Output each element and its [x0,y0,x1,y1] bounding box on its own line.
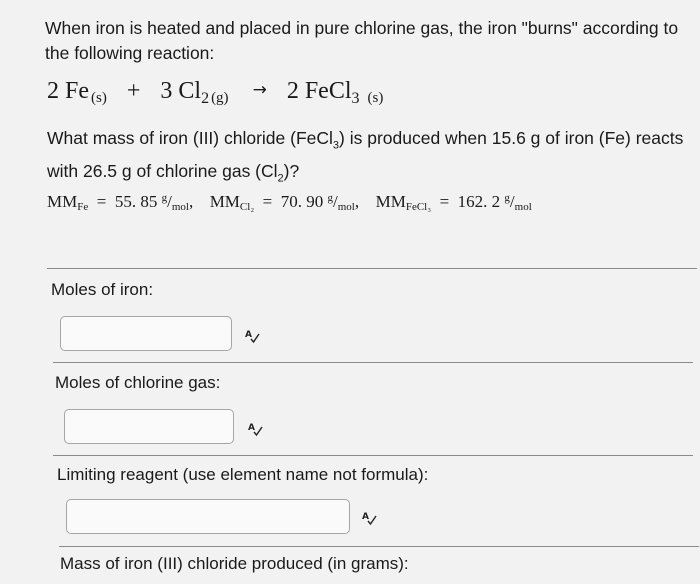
limiting-reagent-label: Limiting reagent (use element name not formula): [57,465,429,484]
unit-denominator: mol [514,201,532,213]
molar-mass-cl2: MMCl₂ = 70. 90 $^g$/mol, [209,192,364,213]
moles-chlorine-label: Moles of chlorine gas: [55,373,221,392]
state-solid: (s) [91,90,107,106]
unit-numerator: g [161,192,168,204]
plus-sign: + [126,78,141,104]
reaction-arrow: → [252,80,267,100]
subscript: 2 [277,172,284,184]
reactant-chlorine: 3 Cl [160,78,202,104]
product-iron-chloride: 2 FeCl [286,78,352,104]
problem-intro: When iron is heated and placed in pure chlorine gas, the iron "burns" according to the following reaction: [45,18,679,63]
unit-denominator: mol [337,201,355,213]
chemical-equation [47,78,383,108]
moles-iron-label: Moles of iron: [51,280,154,299]
subscript: 2 [201,90,210,107]
moles-iron-input[interactable] [60,316,232,351]
moles-chlorine-input[interactable] [64,409,234,444]
molar-mass-fecl3: MMFeCl₃ = 162. 2 $^g$/mol [375,192,532,213]
spell-check-icon[interactable] [361,510,377,526]
unit-numerator: g [327,192,333,204]
mm-label: MM [375,192,406,211]
mm-label: MM [47,192,78,211]
mass-product-label: Mass of iron (III) chloride produced (in grams): [60,554,409,573]
mm-label: MM [209,192,240,211]
question-part: ) is produced when 15.6 g of iron (Fe) reacts with 26.5 g of chlorine gas (Cl [47,128,684,181]
subscript: 3 [332,139,340,152]
mm-value: 70. 90 [280,192,324,211]
mm-value: 55. 85 [114,192,158,211]
question-text [47,126,687,191]
mm-value: 162. 2 [457,192,501,211]
mm-subscript: Fe [77,201,89,213]
divider [47,268,697,269]
molar-masses [47,192,532,213]
mm-subscript: FeCl₃ [405,201,432,213]
spell-check-icon[interactable] [244,328,260,344]
mm-subscript: Cl₂ [239,201,255,213]
molar-mass-fe: MMFe = 55. 85 $^g$/mol, [47,192,198,213]
divider [53,362,693,363]
state-gas: (g) [211,90,229,106]
question-part: What mass of iron (III) chloride (FeCl [47,128,333,148]
unit-denominator: mol [171,201,189,213]
svg-text:A: A [362,512,369,522]
unit-numerator: g [504,192,510,204]
state-solid: (s) [367,90,384,106]
divider [53,455,693,456]
limiting-reagent-input[interactable] [66,499,350,534]
svg-text:A: A [245,330,252,340]
spell-check-icon[interactable] [247,421,263,437]
question-part: )? [283,160,300,181]
reactant-iron: 2 Fe [47,78,89,104]
svg-text:A: A [248,423,255,433]
subscript: 3 [351,90,360,107]
divider [59,546,699,547]
